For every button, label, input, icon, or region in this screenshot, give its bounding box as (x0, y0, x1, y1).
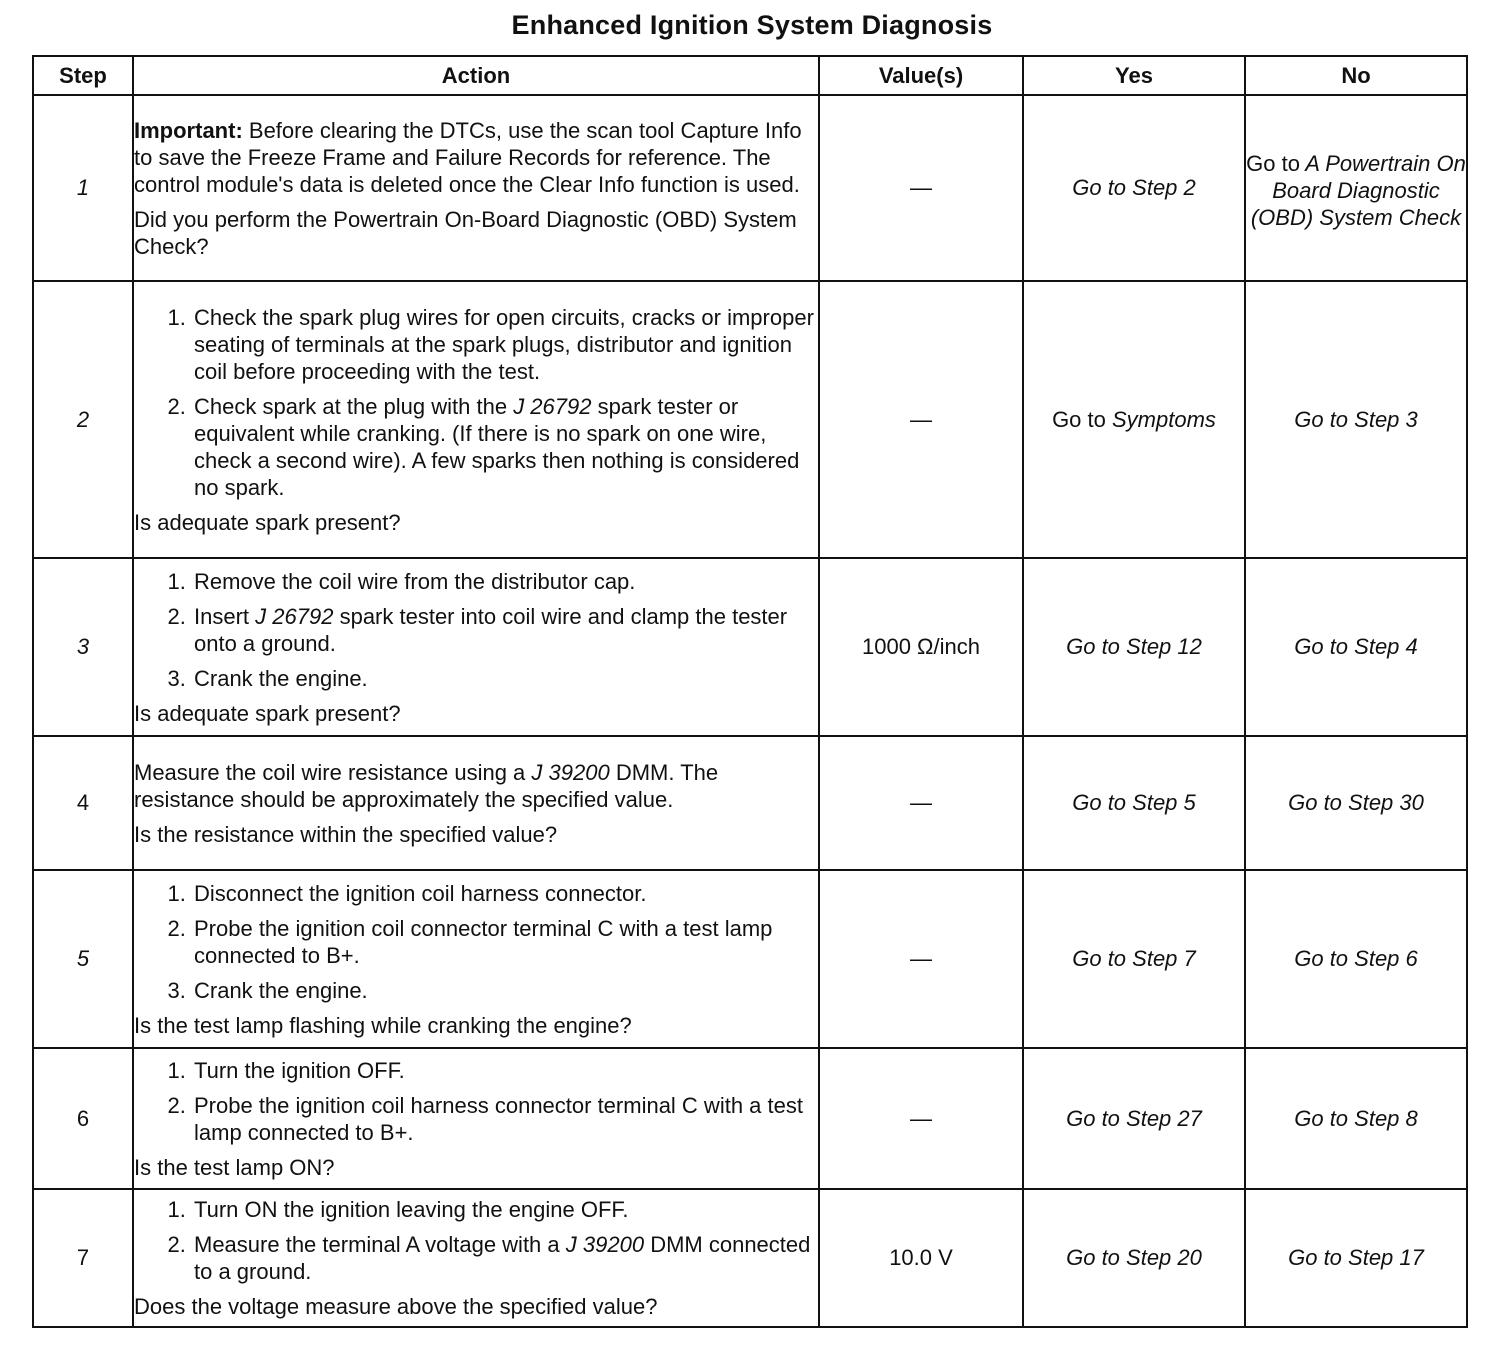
header-no: No (1245, 56, 1467, 95)
value-cell: — (819, 1048, 1023, 1189)
page-title: Enhanced Ignition System Diagnosis (511, 10, 993, 40)
list-item: 3. Crank the engine. (192, 977, 818, 1004)
step-number: 6 (33, 1048, 133, 1189)
item-text: spark tester or equivalent while cranking. (If there is no spark on one wire, check a second wire). A few sparks then nothing is considered no spark. (194, 393, 800, 500)
action-question: Is adequate spark present? (134, 509, 401, 535)
yes-cell: Go to Step 2 (1023, 95, 1245, 281)
no-cell: Go to Step 6 (1245, 870, 1467, 1048)
tool-number: J 39200 (531, 759, 610, 785)
action-cell (133, 558, 819, 736)
action-cell (133, 95, 819, 281)
value-cell: — (819, 281, 1023, 558)
value-cell: 1000 Ω/inch (819, 558, 1023, 736)
yes-prefix: Go to (1052, 406, 1106, 432)
table-row-step-5 (33, 870, 1467, 1048)
value-cell: 10.0 V (819, 1189, 1023, 1327)
value-cell: — (819, 736, 1023, 870)
no-cell (1245, 95, 1467, 281)
list-item: 1. Check the spark plug wires for open circuits, cracks or improper seating of terminals at the spark plugs, distributor and ignition coil before proceeding with the test. (192, 304, 818, 385)
yes-cell: Go to Step 5 (1023, 736, 1245, 870)
no-cell: Go to Step 17 (1245, 1189, 1467, 1327)
action-question: Does the voltage measure above the specified value? (134, 1294, 658, 1319)
item-text: DMM. The resistance should be approximately the specified value. (134, 759, 719, 812)
header-step: Step (33, 56, 133, 95)
action-cell (133, 1189, 819, 1327)
table-row-step-4 (33, 736, 1467, 870)
action-question: Is adequate spark present? (134, 700, 401, 726)
no-prefix: Go to (1246, 150, 1300, 176)
no-reference: A Powertrain On Board Diagnostic (OBD) System Check (1250, 150, 1466, 230)
tool-number: J 26792 (513, 393, 592, 419)
list-item (192, 393, 818, 501)
action-cell (133, 1048, 819, 1189)
action-list (134, 1057, 818, 1146)
header-yes: Yes (1023, 56, 1245, 95)
no-cell: Go to Step 30 (1245, 736, 1467, 870)
step-number: 7 (33, 1189, 133, 1327)
action-list (134, 304, 818, 501)
item-text: spark tester into coil wire and clamp the tester onto a ground. (194, 603, 788, 656)
table-row-step-7 (33, 1189, 1467, 1327)
list-item: 2. Probe the ignition coil connector terminal C with a test lamp connected to B+. (192, 915, 818, 969)
action-text (134, 759, 818, 813)
header-values: Value(s) (819, 56, 1023, 95)
item-text: DMM connected to a ground. (194, 1232, 811, 1284)
list-item: 1. Turn the ignition OFF. (192, 1057, 818, 1084)
tool-number: J 26792 (255, 603, 334, 629)
tool-number: J 39200 (565, 1232, 645, 1257)
table-row-step-2 (33, 281, 1467, 558)
item-text: Measure the terminal A voltage with a (194, 1232, 560, 1257)
step-number: 3 (33, 558, 133, 736)
list-item (192, 603, 818, 657)
list-item: 2. Probe the ignition coil harness connector terminal C with a test lamp connected to B+. (192, 1092, 818, 1146)
item-text: Insert (194, 603, 250, 629)
action-question: Is the test lamp ON? (134, 1154, 335, 1180)
yes-cell: Go to Step 7 (1023, 870, 1245, 1048)
action-cell (133, 736, 819, 870)
no-cell: Go to Step 4 (1245, 558, 1467, 736)
list-item: 1. Turn ON the ignition leaving the engine OFF. (192, 1196, 818, 1223)
yes-cell: Go to Step 12 (1023, 558, 1245, 736)
item-text: Measure the coil wire resistance using a (134, 759, 526, 785)
yes-cell: Go to Step 27 (1023, 1048, 1245, 1189)
step-number: 4 (33, 736, 133, 870)
table-row-step-6 (33, 1048, 1467, 1189)
important-label: Important: (134, 117, 243, 143)
list-item (192, 1231, 818, 1285)
action-cell (133, 281, 819, 558)
value-cell: — (819, 95, 1023, 281)
step-number: 1 (33, 95, 133, 281)
header-action: Action (133, 56, 819, 95)
table-row-step-1 (33, 95, 1467, 281)
no-cell: Go to Step 3 (1245, 281, 1467, 558)
step-number: 5 (33, 870, 133, 1048)
item-text: Check spark at the plug with the (194, 393, 508, 419)
action-question: Is the resistance within the specified value? (134, 821, 558, 847)
action-question: Is the test lamp flashing while cranking the engine? (134, 1012, 632, 1038)
table-row-step-3 (33, 558, 1467, 736)
yes-reference: Symptoms (1112, 406, 1216, 432)
yes-cell: Go to Step 20 (1023, 1189, 1245, 1327)
important-text: Before clearing the DTCs, use the scan tool Capture Info to save the Freeze Frame and Failure Records for reference. The control module's data is deleted once the Clear Info function is used. (134, 117, 802, 197)
action-question: Did you perform the Powertrain On-Board Diagnostic (OBD) System Check? (134, 206, 797, 259)
important-note (134, 117, 818, 198)
action-cell (133, 870, 819, 1048)
action-list (134, 880, 818, 1004)
yes-cell (1023, 281, 1245, 558)
diagnosis-table (32, 55, 1468, 1328)
list-item: 1. Disconnect the ignition coil harness connector. (192, 880, 818, 907)
list-item: 3. Crank the engine. (192, 665, 818, 692)
step-number: 2 (33, 281, 133, 558)
action-list (134, 1196, 818, 1285)
value-cell: — (819, 870, 1023, 1048)
action-list (134, 568, 818, 692)
header-row (33, 56, 1467, 95)
no-cell: Go to Step 8 (1245, 1048, 1467, 1189)
list-item: 1. Remove the coil wire from the distributor cap. (192, 568, 818, 595)
